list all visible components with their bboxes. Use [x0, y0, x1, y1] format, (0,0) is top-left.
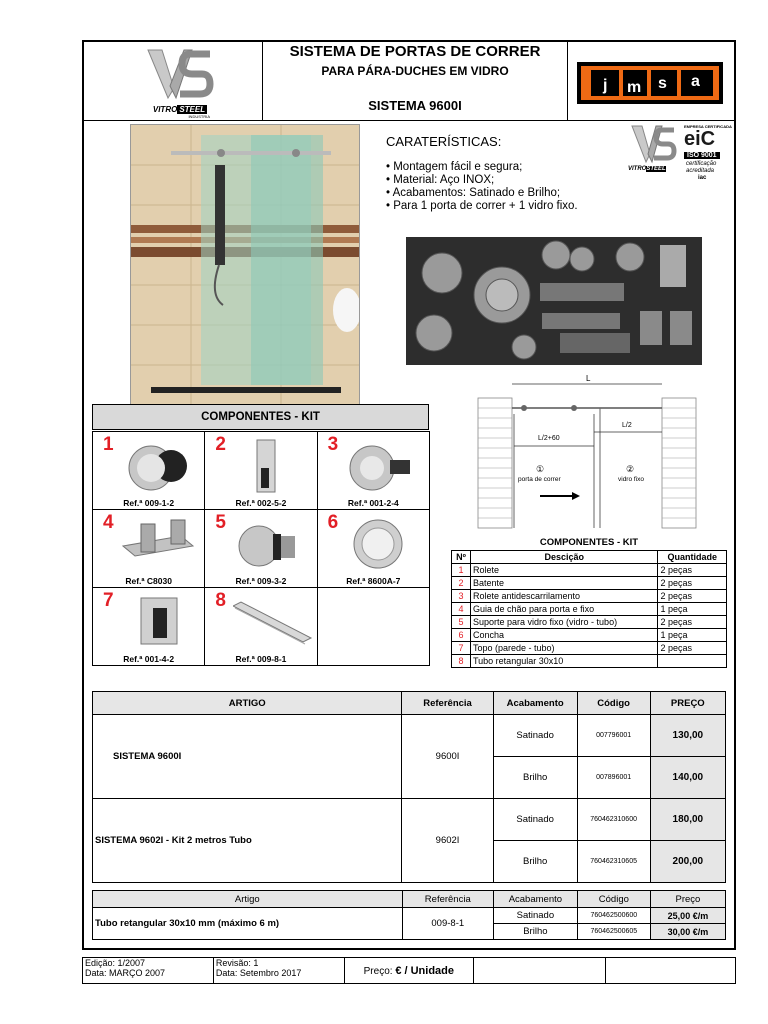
kit-cell	[205, 432, 317, 510]
characteristic-item: • Para 1 porta de correr + 1 vidro fixo.	[386, 200, 578, 212]
row-qty: 2 peças	[658, 577, 727, 590]
characteristic-item: • Material: Aço INOX;	[386, 174, 495, 186]
fixed-number: ②	[626, 464, 635, 474]
kit-cell	[317, 432, 429, 510]
system-title: SISTEMA 9600I	[368, 98, 462, 113]
footer-price-cell	[344, 958, 473, 984]
header-artigo: Artigo	[93, 891, 403, 908]
kit-title	[92, 404, 429, 430]
col-header-num: Nº	[452, 551, 471, 564]
logo-sub: INDUSTRIA	[188, 114, 210, 119]
revision-date: Data: Setembro 2017	[215, 968, 302, 978]
vitrosteel-logo: VITRO STEEL INDUSTRIA	[140, 46, 220, 116]
kit-cell	[317, 510, 429, 588]
table-row	[452, 577, 727, 590]
finish: Brilho	[493, 757, 577, 799]
kit-cell	[205, 588, 317, 666]
kit-ref: Ref.ª 009-8-1	[235, 654, 287, 664]
row-qty: 2 peças	[658, 616, 727, 629]
row-num: 4	[452, 603, 471, 616]
dim-l: L	[586, 374, 591, 383]
row-qty: 1 peça	[658, 629, 727, 642]
price: 30,00 €/m	[650, 924, 725, 940]
iso-badge: ISO 9001	[684, 152, 720, 159]
kit-ref: Ref.ª 001-2-4	[347, 498, 399, 508]
components-title: COMPONENTES - KIT	[539, 537, 639, 548]
row-qty: 1 peça	[658, 603, 727, 616]
tube-image	[233, 594, 313, 650]
row-desc: Suporte para vidro fixo (vidro - tubo)	[471, 616, 658, 629]
system-ref: 9602I	[402, 799, 493, 883]
finish: Satinado	[493, 799, 577, 841]
kit-tray-photo	[406, 237, 702, 365]
dim-l2: L/2	[622, 422, 632, 429]
cert-line: iac	[698, 175, 707, 181]
anti-derail-roller-image	[346, 438, 416, 494]
kit-cell	[205, 510, 317, 588]
shower-photo	[130, 124, 360, 406]
row-desc: Concha	[471, 629, 658, 642]
shell-handle-image	[346, 516, 416, 572]
row-desc: Rolete antidescarrilamento	[471, 590, 658, 603]
kit-number: 3	[327, 434, 339, 455]
cert-line: certificação	[686, 161, 717, 167]
price-label: Preço:	[363, 965, 393, 977]
header-preco: PREÇO	[650, 692, 725, 715]
edition-date: Data: MARÇO 2007	[85, 968, 166, 978]
row-qty: 2 peças	[658, 642, 727, 655]
code: 007796001	[577, 715, 650, 757]
kit-ref: Ref.ª 009-1-2	[123, 498, 175, 508]
tube-table	[92, 890, 726, 940]
price: 200,00	[650, 841, 725, 883]
table-row	[452, 642, 727, 655]
end-cap-image	[121, 594, 191, 650]
header-codigo: Código	[577, 891, 650, 908]
price: 130,00	[650, 715, 725, 757]
svg-text:j: j	[603, 77, 608, 94]
stopper-image	[233, 438, 303, 494]
doc-subtitle: PARA PÁRA-DUCHES EM VIDRO	[321, 64, 509, 78]
kit-number: 7	[103, 590, 114, 611]
finish: Satinado	[493, 715, 577, 757]
row-num: 6	[452, 629, 471, 642]
header-referencia: Referência	[402, 891, 493, 908]
table-row	[452, 616, 727, 629]
kit-number: 8	[215, 590, 226, 611]
kit-number: 4	[103, 512, 114, 533]
characteristic-item: • Acabamentos: Satinado e Brilho;	[386, 187, 561, 199]
row-num: 1	[452, 564, 471, 577]
header-divider-right	[567, 40, 568, 120]
row-desc: Rolete	[471, 564, 658, 577]
header-artigo: ARTIGO	[93, 692, 402, 715]
price: 140,00	[650, 757, 725, 799]
kit-number: 2	[215, 434, 226, 455]
door-label: porta de correr	[518, 476, 561, 483]
row-desc: Batente	[471, 577, 658, 590]
header-referencia: Referência	[402, 692, 493, 715]
header-codigo: Código	[577, 692, 650, 715]
header-acabamento: Acabamento	[493, 692, 577, 715]
kit-number: 6	[327, 512, 339, 533]
kit-ref: Ref.ª 8600A-7	[346, 576, 401, 586]
footer-revision-cell	[213, 958, 344, 984]
fixed-label: vidro fixo	[618, 476, 645, 483]
kit-cell-empty	[317, 588, 429, 666]
price-unit: € / Unidade	[395, 964, 455, 977]
code: 760462310600	[577, 799, 650, 841]
table-row	[452, 629, 727, 642]
svg-text:m: m	[627, 79, 642, 96]
table-row	[452, 564, 727, 577]
floor-guide-image	[121, 516, 201, 572]
footer-empty-cell	[473, 958, 605, 984]
footer-empty-cell	[605, 958, 735, 984]
row-desc: Guia de chão para porta e fixo	[471, 603, 658, 616]
finish: Satinado	[493, 908, 577, 924]
row-num: 3	[452, 590, 471, 603]
certification-badge: VITROSTEEL EMPRESA CERTIFICADA eiC ISO 9001 certificação acreditada iac	[628, 124, 732, 181]
door-number: ①	[536, 464, 545, 474]
row-qty: 2 peças	[658, 590, 727, 603]
revision: Revisão: 1	[215, 958, 259, 968]
svg-text:a: a	[691, 73, 700, 90]
eic-logo: eiC	[684, 128, 716, 150]
kit-number: 1	[103, 434, 114, 455]
characteristics-list	[386, 161, 636, 213]
pricing-table	[92, 691, 726, 883]
table-row	[452, 603, 727, 616]
kit-ref: Ref.ª 009-3-2	[235, 576, 287, 586]
system-name: SISTEMA 9602I - Kit 2 metros Tubo	[93, 799, 402, 883]
doc-title: SISTEMA DE PORTAS DE CORRER	[289, 43, 541, 60]
row-desc: Topo (parede - tubo)	[471, 642, 658, 655]
footer-table	[82, 957, 736, 984]
characteristic-item: • Montagem fácil e segura;	[386, 161, 523, 173]
code: 007896001	[577, 757, 650, 799]
system-name: SISTEMA 9600I	[93, 715, 402, 799]
kit-cell	[93, 432, 205, 510]
tube-ref: 009-8-1	[402, 908, 493, 940]
kit-ref: Ref.ª C8030	[125, 576, 172, 586]
kit-cell	[93, 510, 205, 588]
col-header-qty: Quantidade	[658, 551, 727, 564]
header-bottom-line	[82, 120, 736, 121]
row-num: 7	[452, 642, 471, 655]
col-header-desc: Descição	[471, 551, 658, 564]
table-row	[452, 590, 727, 603]
code: 760462500605	[577, 924, 650, 940]
row-num: 2	[452, 577, 471, 590]
characteristics-title: CARATERÍSTICAS:	[386, 134, 502, 149]
footer-edition-cell	[83, 958, 214, 984]
finish: Brilho	[493, 924, 577, 940]
table-row	[452, 655, 727, 668]
row-num: 8	[452, 655, 471, 668]
finish: Brilho	[493, 841, 577, 883]
installation-diagram	[476, 372, 698, 532]
system-ref: 9600I	[402, 715, 493, 799]
svg-text:s: s	[658, 75, 667, 92]
row-qty	[658, 655, 727, 668]
header-preco: Preço	[650, 891, 725, 908]
cert-top: EMPRESA CERTIFICADA	[684, 124, 732, 129]
row-num: 5	[452, 616, 471, 629]
kit-title-text: COMPONENTES - KIT	[201, 411, 320, 423]
kit-cell	[93, 588, 205, 666]
header-acabamento: Acabamento	[493, 891, 577, 908]
components-table	[451, 550, 727, 668]
tube-name: Tubo retangular 30x10 mm (máximo 6 m)	[93, 908, 403, 940]
code: 760462310605	[577, 841, 650, 883]
code: 760462500600	[577, 908, 650, 924]
price: 180,00	[650, 799, 725, 841]
price: 25,00 €/m	[650, 908, 725, 924]
jmsa-logo	[577, 62, 723, 104]
cert-line: acreditada	[686, 168, 715, 174]
kit-grid	[92, 431, 430, 666]
kit-number: 5	[215, 512, 226, 533]
kit-ref: Ref.ª 002-5-2	[235, 498, 287, 508]
kit-ref: Ref.ª 001-4-2	[123, 654, 175, 664]
dim-l2-60: L/2+60	[538, 435, 560, 442]
row-desc: Tubo retangular 30x10	[471, 655, 658, 668]
glass-support-image	[233, 516, 303, 572]
edition: Edição: 1/2007	[85, 958, 146, 968]
row-qty: 2 peças	[658, 564, 727, 577]
roller-image	[121, 438, 191, 494]
